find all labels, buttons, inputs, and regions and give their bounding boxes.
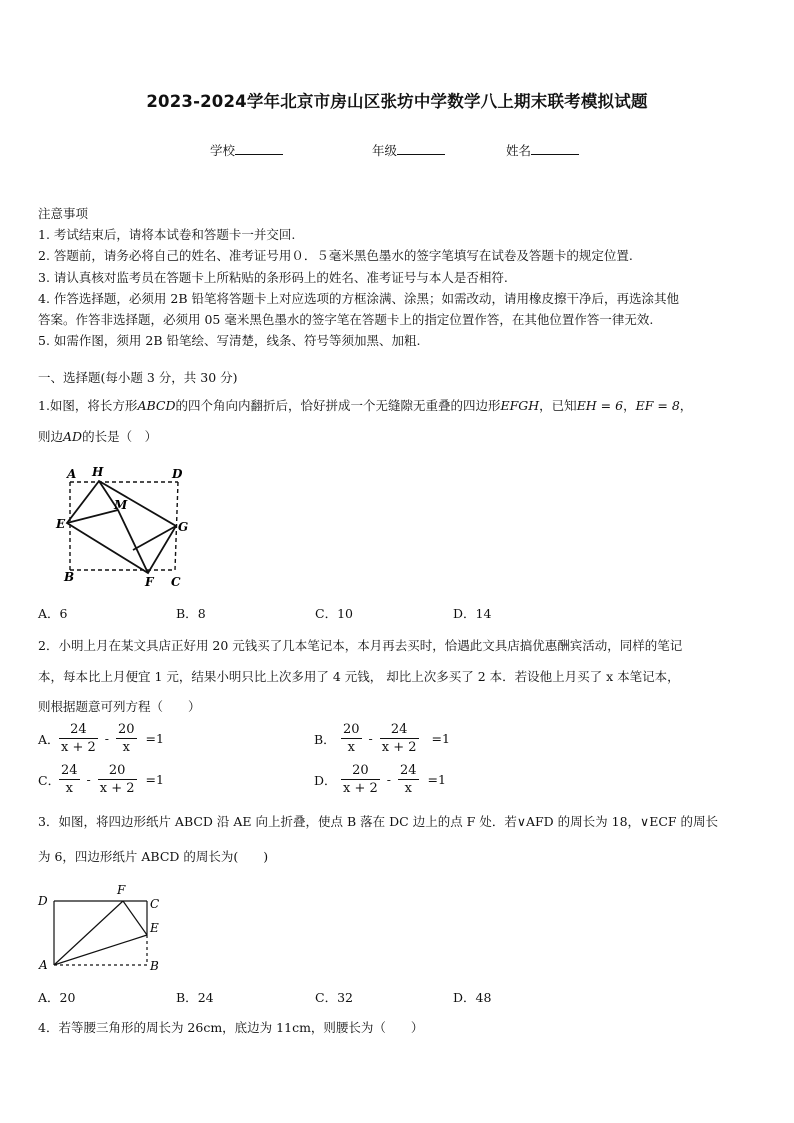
q1-option-b[interactable]	[176, 604, 206, 622]
q3-line1: 3．如图，将四边形纸片 ABCD 沿 AE 向上折叠，使点 B 落在 DC 边上的点 F 处．若∨AFD 的周长为 18，∨ECF 的周长	[38, 814, 719, 829]
option-value: 14	[475, 606, 492, 621]
option-label: B．	[176, 606, 198, 621]
fraction	[59, 763, 80, 796]
q2-option-a[interactable]	[38, 722, 164, 755]
denominator: x	[65, 781, 73, 796]
q1-line1	[38, 396, 692, 414]
school-field[interactable]	[210, 141, 283, 159]
q3-line-fe	[123, 901, 147, 935]
q1-abcd: ABCD	[137, 398, 176, 413]
grade-blank[interactable]	[397, 142, 445, 155]
option-value: 8	[197, 606, 206, 621]
numerator: 20	[98, 763, 137, 780]
q2-line3: 则根据题意可列方程（ ）	[38, 699, 201, 714]
q3-option-b[interactable]	[176, 988, 214, 1006]
fraction	[380, 722, 419, 755]
q3-label-c: C	[150, 897, 160, 911]
q3-line2: 为 6，四边形纸片 ABCD 的周长为( )	[38, 849, 269, 864]
option-label: D．	[314, 772, 337, 788]
operator: -	[104, 731, 109, 746]
q1-label-d: D	[172, 467, 183, 481]
option-label: C．	[315, 606, 338, 621]
q1-option-d[interactable]	[453, 604, 491, 622]
q1-text: ，	[679, 398, 693, 413]
option-label: C．	[38, 772, 61, 788]
denominator: x	[347, 740, 355, 755]
q1-label-f: F	[145, 575, 154, 589]
q1-text: 的四个角向内翻折后，恰好拼成一个无缝隙无重叠的四边形	[175, 398, 501, 413]
q3-option-a[interactable]	[38, 988, 75, 1006]
q1-text: ，已知	[539, 398, 577, 413]
equation-rhs: =1	[145, 731, 164, 746]
q2-line1: 2．小明上月在某文具店正好用 20 元钱买了几本笔记本，本月再去买时，恰遇此文具店搞优惠酬宾活动，同样的笔记	[38, 638, 683, 653]
operator: -	[86, 772, 91, 787]
operator: -	[386, 772, 391, 787]
option-label: A．	[38, 990, 60, 1005]
notes-heading: 注意事项	[38, 206, 89, 221]
q3-option-c[interactable]	[315, 988, 353, 1006]
numerator: 24	[400, 763, 417, 778]
option-label: B．	[314, 731, 336, 747]
q1-text: 1.如图，将长方形	[38, 398, 138, 413]
q1-label-b: B	[64, 570, 75, 584]
option-value: 32	[337, 990, 353, 1005]
numerator: 24	[380, 722, 419, 739]
q1-text: 则边	[38, 429, 64, 444]
q1-sep: ，	[623, 398, 636, 413]
option-value: 20	[59, 990, 76, 1005]
option-value: 10	[337, 606, 353, 621]
q3-label-b: B	[150, 959, 159, 973]
equation-rhs: =1	[431, 731, 450, 746]
q1-option-a[interactable]	[38, 604, 67, 622]
q3-figure	[34, 880, 174, 976]
notes-section	[38, 203, 679, 351]
denominator: x + 2	[381, 740, 417, 755]
operator: -	[368, 731, 373, 746]
fraction	[98, 763, 137, 796]
q4-line1: 4．若等腰三角形的周长为 26cm，底边为 11cm，则腰长为（ ）	[38, 1020, 424, 1035]
notes-line: 答案。作答非选择题，必须用 05 毫米黑色墨水的签字笔在答题卡上的指定位置作答，在其他位置作答一律无效.	[38, 312, 654, 328]
q1-label-g: G	[178, 520, 189, 534]
q3-label-d: D	[38, 894, 48, 908]
option-label: D．	[453, 606, 476, 621]
q1-label-a: A	[67, 467, 77, 481]
grade-label: 年级	[372, 143, 398, 158]
numerator: 20	[343, 722, 360, 737]
numerator: 20	[118, 722, 135, 737]
q1-text: 的长是（ ）	[82, 429, 158, 444]
equation-rhs: =1	[427, 772, 446, 787]
q1-figure	[50, 462, 200, 590]
fraction	[341, 722, 362, 755]
q1-label-e: E	[56, 517, 66, 531]
fraction	[59, 722, 98, 755]
q1-ef: EF = 8	[635, 398, 680, 413]
fraction	[398, 763, 419, 796]
school-blank[interactable]	[235, 142, 283, 155]
name-blank[interactable]	[531, 142, 579, 155]
q2-option-c[interactable]	[38, 763, 164, 796]
q2-option-d[interactable]	[314, 763, 446, 796]
notes-line: 1. 考试结束后，请将本试卷和答题卡一并交回.	[38, 227, 296, 243]
q3-option-d[interactable]	[453, 988, 491, 1006]
q1-eh: EH = 6	[576, 398, 624, 413]
numerator: 20	[341, 763, 380, 780]
q1-ad: AD	[63, 429, 83, 444]
numerator: 24	[59, 722, 98, 739]
fraction	[341, 763, 380, 796]
q1-label-m: M	[114, 498, 128, 512]
q2-line2: 本，每本比上月便宜 1 元，结果小明只比上次多用了 4 元钱， 却比上次多买了 2 本．若设他上月买了 x 本笔记本，	[38, 669, 680, 684]
school-label: 学校	[210, 143, 236, 158]
option-label: D．	[453, 990, 476, 1005]
q3-line-af	[54, 901, 123, 965]
option-value: 24	[197, 990, 214, 1005]
fraction	[116, 722, 137, 755]
numerator: 24	[61, 763, 78, 778]
notes-line: 4. 作答选择题，必须用 2B 铅笔将答题卡上对应选项的方框涂满、涂黑；如需改动，请用橡皮擦干净后，再选涂其他	[38, 290, 679, 306]
notes-line: 3. 请认真核对监考员在答题卡上所粘贴的条形码上的姓名、准考证号与本人是否相符.	[38, 269, 508, 285]
q2-option-b[interactable]	[314, 722, 450, 755]
q1-line2	[38, 427, 157, 445]
name-field[interactable]	[506, 141, 579, 159]
q3-label-e: E	[150, 921, 159, 935]
option-label: C．	[315, 990, 338, 1005]
option-label: A．	[38, 731, 60, 747]
q1-option-c[interactable]	[315, 604, 353, 622]
equation-rhs: =1	[145, 772, 164, 787]
notes-line: 2. 答题前，请务必将自己的姓名、准考证号用０．５毫米黑色墨水的签字笔填写在试卷及答题卡的规定位置.	[38, 248, 633, 264]
q1-efgh: EFGH	[500, 398, 540, 413]
name-label: 姓名	[506, 143, 532, 158]
section-heading: 一、选择题(每小题 3 分，共 30 分)	[38, 370, 238, 385]
option-value: 48	[475, 990, 492, 1005]
page-title: 2023-2024学年北京市房山区张坊中学数学八上期末联考模拟试题	[146, 92, 648, 111]
notes-line: 5. 如需作图，须用 2B 铅笔绘、写清楚，线条、符号等须加黑、加粗.	[38, 333, 421, 349]
grade-field[interactable]	[372, 141, 445, 159]
option-value: 6	[59, 606, 68, 621]
denominator: x	[404, 781, 412, 796]
option-label: A．	[38, 606, 60, 621]
denominator: x + 2	[61, 740, 96, 755]
option-label: B．	[176, 990, 198, 1005]
q1-label-c: C	[171, 575, 181, 589]
q3-label-a: A	[39, 958, 48, 972]
denominator: x + 2	[343, 781, 378, 796]
denominator: x	[122, 740, 130, 755]
q1-quad-efgh	[67, 481, 176, 573]
q1-label-h: H	[92, 465, 104, 479]
q3-label-f: F	[117, 883, 126, 897]
q3-line-ae	[54, 935, 147, 965]
denominator: x + 2	[99, 781, 135, 796]
